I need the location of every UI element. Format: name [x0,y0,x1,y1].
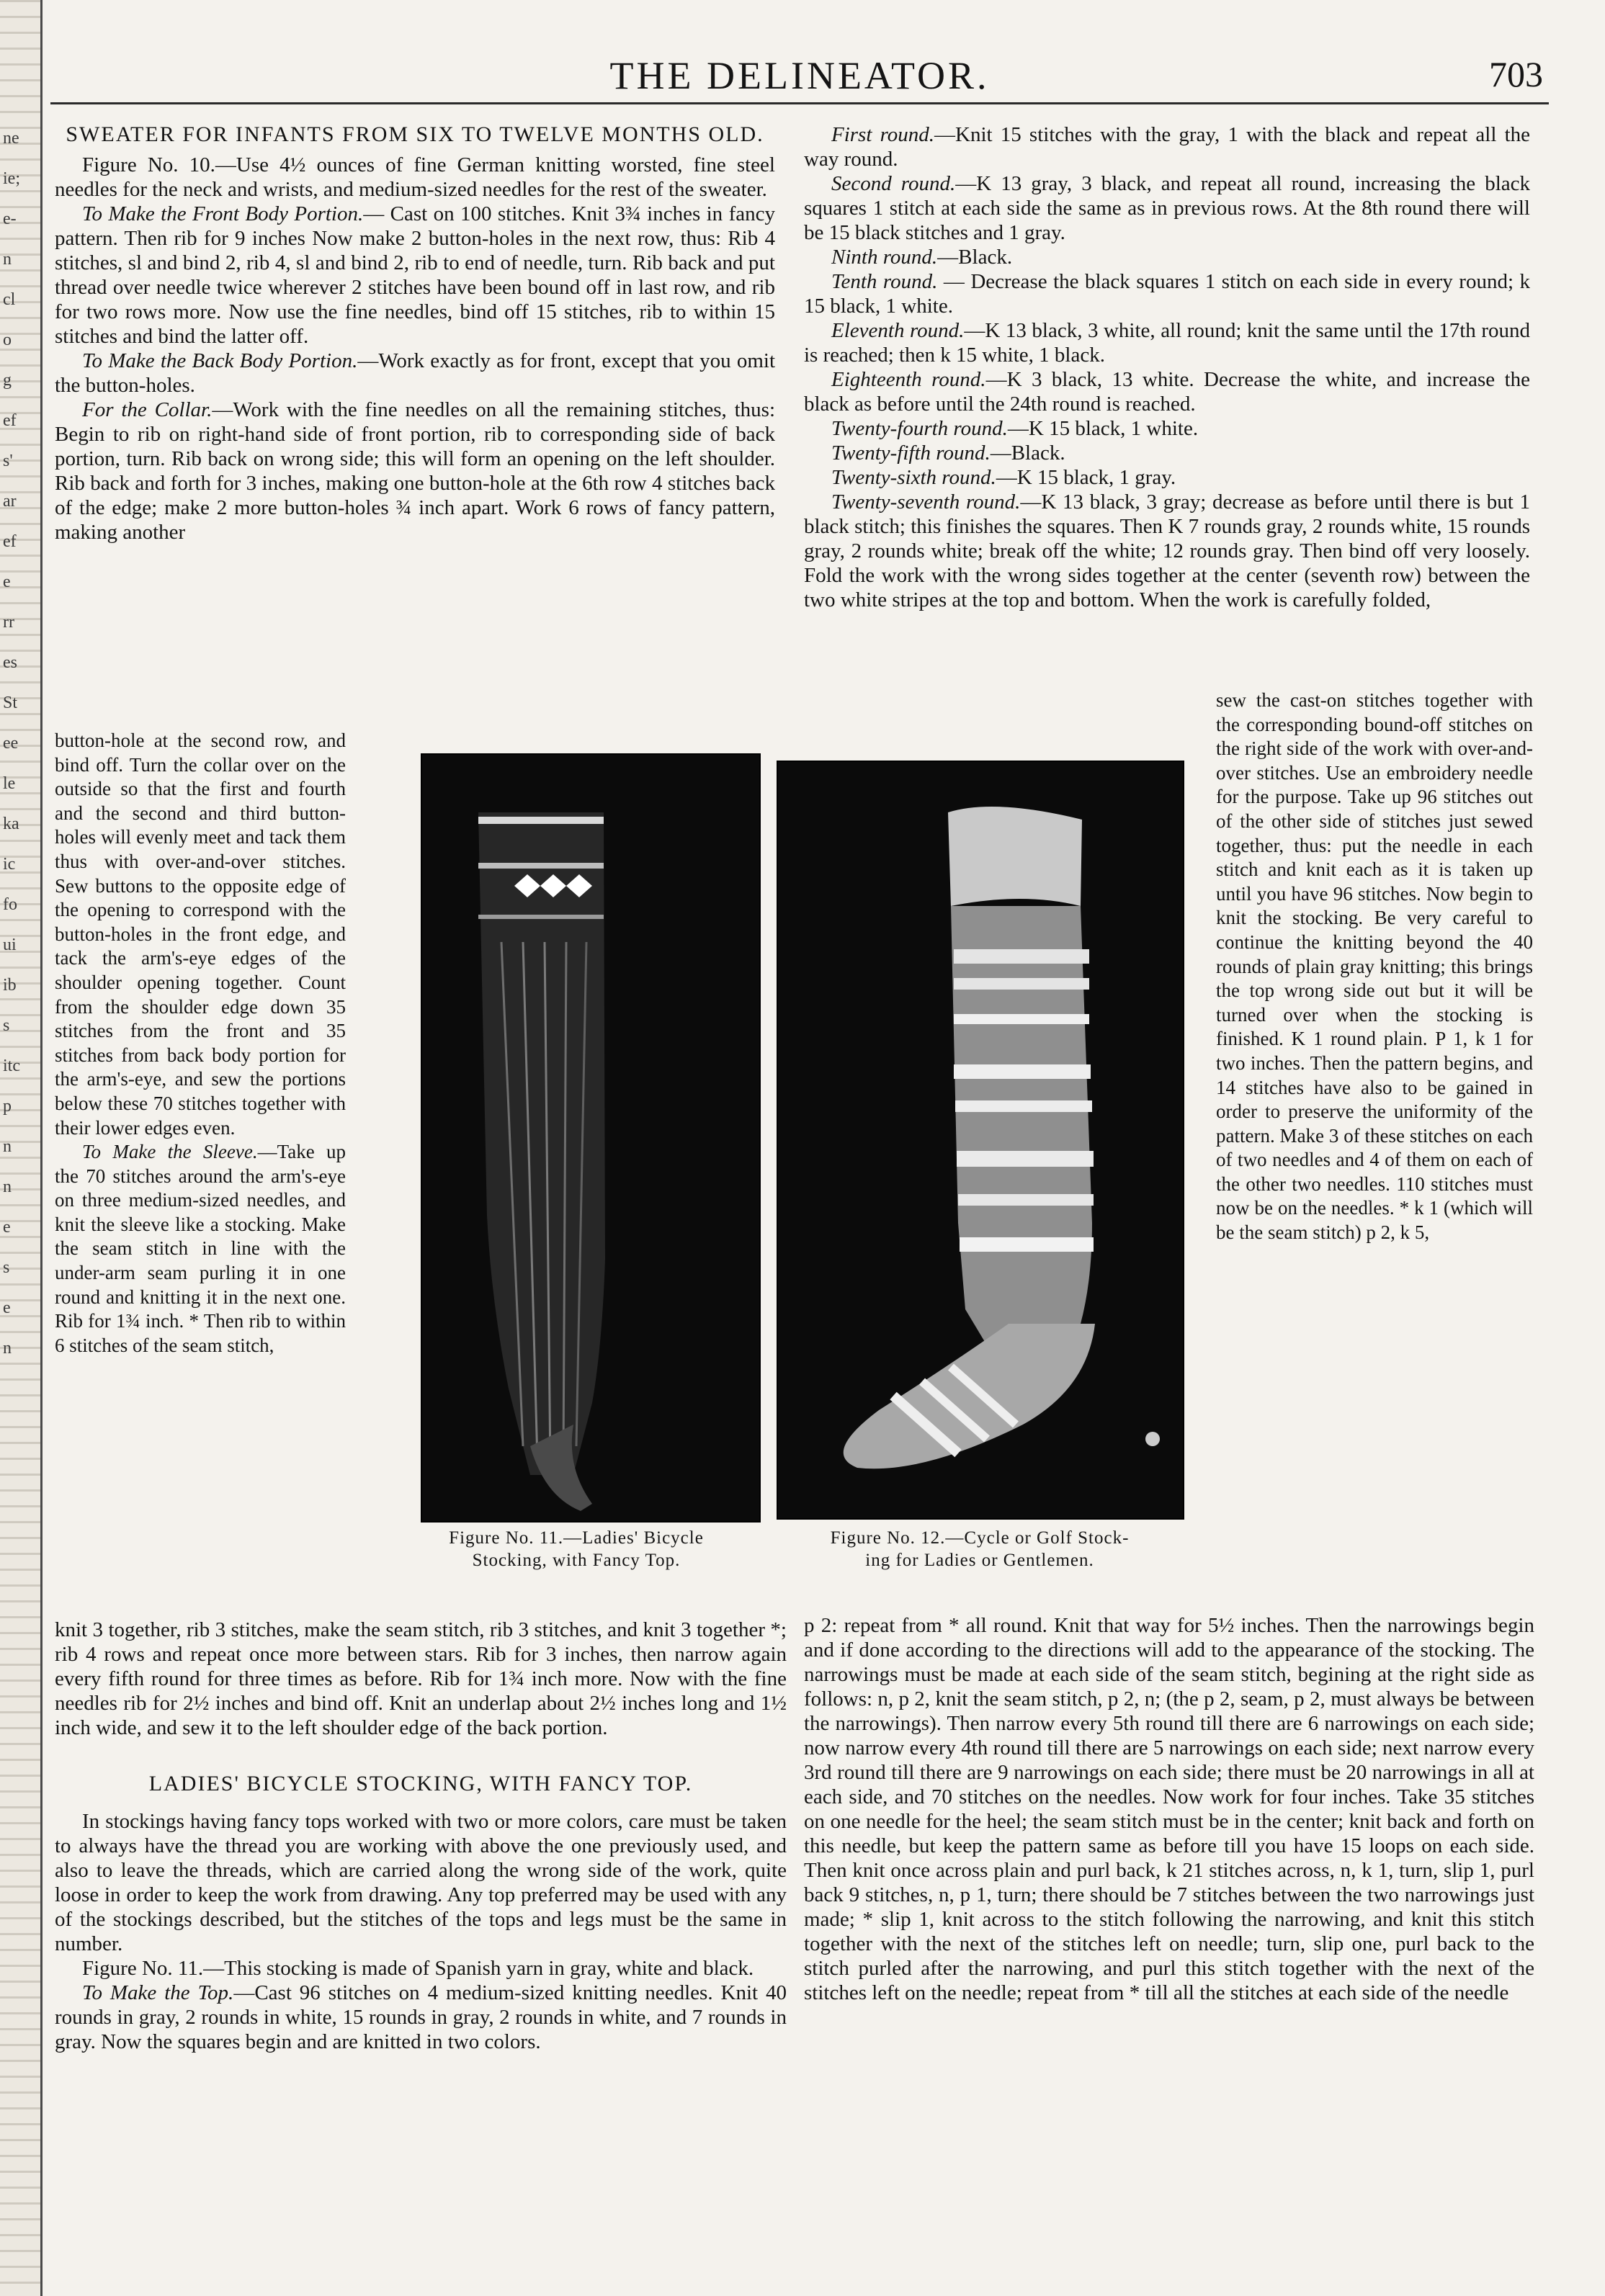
paragraph-label: For the Collar. [82,398,213,421]
margin-fragment: n [3,1137,12,1156]
margin-fragment: ef [3,411,17,430]
bottom-left-column [55,1618,787,2054]
stocking-continuation-lower: p 2: repeat from * all round. Knit that way for 5½ inches. Then the narrowings begin and if done according to the directions will add to the appearance of the stocking. The narrowings must be made at each side of the seam stitch, begining at the right side as follows: n, p 2, knit the seam stitch, p 2, n; (the p 2, seam, p 2, must always be between the narrowings). Then narrow every 5th round till there are 6 narrowings on each side; now narrow every 4th round till there are 5 narrowings on each side; next narrow every 3rd round till there are 9 narrowings on each side; there must be 20 narrowings in all at each side, and 70 stitches on the needles. Now work for four inches. Take 35 stitches on one needle for the heel; the seam stitch must be in the center; knit back and forth on this needle, but keep the pattern same as before till you have 15 loops on each side. Then knit once across plain and purl back, k 21 stitches across, n, k 1, turn, slip 1, purl back 9 stitches, n, p 1, turn; there should be 7 stitches between the two narrowings just made; * slip 1, knit across to the stitch following the narrowing, and knit this stitch together with the next of the stitches left on needle; turn, slip one, purl back to the stitch purled after the narrowing, and purl this stitch together with the next of the stitches left on the needle; repeat from * till all the stitches at each side of the needle [804,1614,1534,2004]
margin-fragment: ne [3,129,19,148]
round-label: Ninth round. [831,246,938,269]
paragraph-text: —Work exactly as for front, except that you omit the button-holes. [55,349,776,397]
margin-fragment: g [3,371,12,390]
margin-fragment: ui [3,936,17,954]
round-label: Eighteenth round. [831,368,986,391]
caption-line: ing for Ladies or Gentlemen. [865,1551,1094,1570]
margin-fragment: ee [3,734,19,753]
round-text: —Black. [937,246,1013,269]
margin-fragment: s' [3,452,13,470]
bicycle-figure-paragraph [55,1956,787,1981]
stocking-continuation: sew the cast-on stitches together with the corresponding bound-off stitches on the right side of the work with over-and-over stitches. Use an embroidery needle for the purpose. Take up 96 stitches out of the other side of stitches just sewed together, thus: put the needle in each stitch and knit each as it is taken up until you have 96 stitches. Now begin to knit the stocking. Be very careful to continue the knitting beyond the 40 rounds of plain gray knitting; this brings the top wrong side out but it will be turned over when the stocking is finished. K 1 round plain. P 1, k 1 for two inches. Then the pattern begins, and 14 stitches have also to be gained in order to preserve the uniformity of the pattern. Make 3 of these stitches on each of two needles and 4 of them on each of the other two needles. 110 stitches must now be on the needles. * k 1 (which will be the seam stitch) p 2, k 5, [1216,689,1533,1244]
margin-strip [0,0,43,2296]
round-instruction [804,416,1530,441]
margin-fragment: cl [3,290,16,309]
paragraph-label: Figure No. 11. [82,1957,204,1980]
bottom-right-column [804,1613,1534,2005]
figure-11-caption [375,1527,778,1571]
round-label: Twenty-fourth round. [831,417,1008,440]
sweater-paragraph [55,202,775,349]
round-label: Twenty-sixth round. [831,466,996,489]
left-narrow-column [55,729,346,1358]
margin-fragment: n [3,250,12,269]
round-instruction [804,490,1530,612]
margin-fragment: fo [3,895,17,914]
round-text: —K 13 gray, 3 black, and repeat all round, increasing the black squares 1 stitch at each side the same as in previous rows. At the 8th round there will be 15 black stitches and 1 gray. [804,172,1531,244]
margin-fragment: e [3,1218,11,1237]
sleeve-continuation: knit 3 together, rib 3 stitches, make the seam stitch, rib 3 stitches, and knit 3 together *; rib 4 rows and repeat once more between stars. Rib for 3 inches, then narrow again every fifth round for three times as before. Rib for 1¾ inch more. Now with the fine needles rib for 2½ inches and bind off. Knit an underlap about 2½ inches long and 1½ inch wide, and sew it to the left shoulder edge of the back portion. [55,1618,787,1739]
paragraph-text: —Take up the 70 stitches around the arm's-eye on three medium-sized needles, and knit the sleeve like a stocking. Make the seam stitch in line with the under-arm seam purling it in one round and knitting it in the next one. Rib for 1¾ inch. * Then rib to within 6 stitches of the seam stitch, [55,1141,346,1356]
margin-fragment: p [3,1097,12,1116]
round-label: Twenty-seventh round. [831,490,1021,514]
paragraph-label: To Make the Back Body Portion. [82,349,358,372]
margin-fragment: itc [3,1057,20,1075]
round-instruction [804,245,1530,269]
round-label: Twenty-fifth round. [831,441,991,465]
round-label: Tenth round. [831,270,938,293]
sweater-paragraph [55,349,775,398]
round-instruction [804,441,1530,465]
right-narrow-column [1216,689,1533,1245]
golf-stocking-illustration [778,762,1183,1518]
round-text: —K 13 black, 3 gray; decrease as before until there is but 1 black stitch; this finishes the squares. Then K 7 rounds gray, 2 rounds white, 15 rounds gray, 2 rounds white; break off the white; 12 rounds gray. Then bind off very loosely. Fold the work with the wrong sides together at the center (seventh row) between the two white stripes at the top and bottom. When the work is carefully folded, [804,490,1530,611]
paragraph-label: Figure No. 10. [82,153,215,176]
round-instruction [804,269,1530,318]
caption-line: Figure No. 11.—Ladies' Bicycle [449,1528,704,1548]
margin-fragment: ie; [3,169,20,188]
paragraph-label: To Make the Top. [82,1981,234,2004]
margin-fragment: s [3,1016,10,1035]
margin-fragment: ar [3,492,17,511]
sweater-paragraph [55,153,775,202]
round-text: —K 13 black, 3 white, all round; knit the same until the 17th round is reached; then k 15 white, 1 black. [804,319,1530,367]
magazine-title: THE DELINEATOR. [609,54,990,97]
sweater-paragraph [55,398,775,544]
bicycle-stocking-illustration [422,755,759,1521]
round-instruction [804,367,1530,416]
margin-fragment: le [3,774,16,793]
figure-12-image [777,761,1184,1520]
round-label: First round. [831,123,935,146]
caption-line: Figure No. 12.—Cycle or Golf Stock- [830,1528,1130,1548]
round-instruction [804,171,1530,245]
caption-line: Stocking, with Fancy Top. [472,1551,681,1570]
round-instruction [804,122,1530,171]
margin-fragment: n [3,1339,12,1358]
margin-fragment: St [3,694,18,712]
right-column [804,122,1530,612]
page-number: 703 [1489,54,1543,94]
margin-fragment: e- [3,210,17,228]
sleeve-paragraph [55,1140,346,1358]
round-label: Second round. [831,172,956,195]
margin-fragment: rr [3,613,14,632]
margin-fragment: ib [3,976,17,995]
figure-11-image [421,753,761,1523]
collar-continuation: button-hole at the second row, and bind off. Turn the collar over on the outside so that the first and fourth and the second and third button-holes will evenly meet and tack them thus with over-and-over stitches. Sew buttons to the opposite edge of the opening to correspond with the button-holes in the front edge, and tack the arm's-eye edges of the shoulder opening together. Count from the shoulder edge down 35 stitches from the front and 35 stitches from back body portion for the arm's-eye, and sew the portions below these 70 stitches together with their lower edges even. [55,730,346,1139]
bicycle-heading: LADIES' BICYCLE STOCKING, WITH FANCY TOP. [148,1772,693,1795]
paragraph-text: —This stocking is made of Spanish yarn in gray, white and black. [203,1957,754,1980]
running-header [50,48,1549,104]
round-text: —Knit 15 stitches with the gray, 1 with the black and repeat all the way round. [804,123,1531,171]
margin-fragment: n [3,1178,12,1196]
bicycle-intro: In stockings having fancy tops worked with two or more colors, care must be taken to always have the thread you are working with above the one previously used, and also to leave the threads, which are carried along the wrong side of the work, quite loose in order to keep the work from drawing. Any top preferred may be used with any of the stockings described, but the stitches of the tops and legs must be the same in number. [55,1810,787,1955]
margin-fragment: ka [3,815,19,833]
paragraph-label: To Make the Front Body Portion. [82,202,364,225]
round-text: —Black. [990,441,1065,465]
margin-fragment: e [3,573,11,591]
round-text: —K 3 black, 13 white. Decrease the white, and increase the black as before until the 24th round is reached. [804,368,1531,416]
round-instruction [804,465,1530,490]
margin-fragment: s [3,1258,10,1277]
round-label: Eleventh round. [831,319,965,342]
round-text: —K 15 black, 1 gray. [996,466,1176,489]
round-text: — Decrease the black squares 1 stitch on each side in every round; k 15 black, 1 white. [804,270,1531,318]
margin-fragment: es [3,653,17,672]
left-column [55,122,775,544]
round-text: —K 15 black, 1 white. [1007,417,1199,440]
bicycle-top-paragraph [55,1981,787,2054]
paragraph-text: —Use 4½ ounces of fine German knitting worsted, fine steel needles for the neck and wrists, and medium-sized needles for the rest of the sweater. [55,153,775,201]
margin-fragment: o [3,331,12,349]
paragraph-text: —Cast 96 stitches on 4 medium-sized knitting needles. Knit 40 rounds in gray, 2 rounds in white, 15 rounds in gray, 2 rounds in white, and 7 rounds in gray. Now the squares begin and are knitted in two colors. [55,1981,787,2053]
margin-fragment: e [3,1299,11,1317]
figure-12-caption [764,1527,1196,1571]
round-instruction [804,318,1530,367]
paragraph-label: To Make the Sleeve. [82,1141,258,1163]
sweater-heading: SWEATER FOR INFANTS FROM SIX TO TWELVE MONTHS OLD. [66,122,764,146]
paragraph-text: —Work with the fine needles on all the remaining stitches, thus: Begin to rib on right-hand side of front portion, rib to corresponding side of back portion, turn. Rib back on wrong side; this will form an opening on the left shoulder. Rib back and forth for 3 inches, making one button-hole at the 6th row 4 stitches back of the edge; make 2 more button-holes ¾ inch apart. Work 6 rows of fancy pattern, making another [55,398,776,544]
paragraph-text: — Cast on 100 stitches. Knit 3¾ inches in fancy pattern. Then rib for 9 inches Now make 2 button-holes in the next row, thus: Rib 4 stitches, sl and bind 2, rib 4, sl and bind 2, rib to end of needle, turn. Rib back and put thread over needle twice wherever 2 stitches have been bound off in last row, and rib for two rows more. Now use the fine needles, bind off 15 stitches, rib to within 15 stitches and bind the latter off. [55,202,775,348]
margin-fragment: ic [3,855,16,874]
margin-fragment: ef [3,532,17,551]
